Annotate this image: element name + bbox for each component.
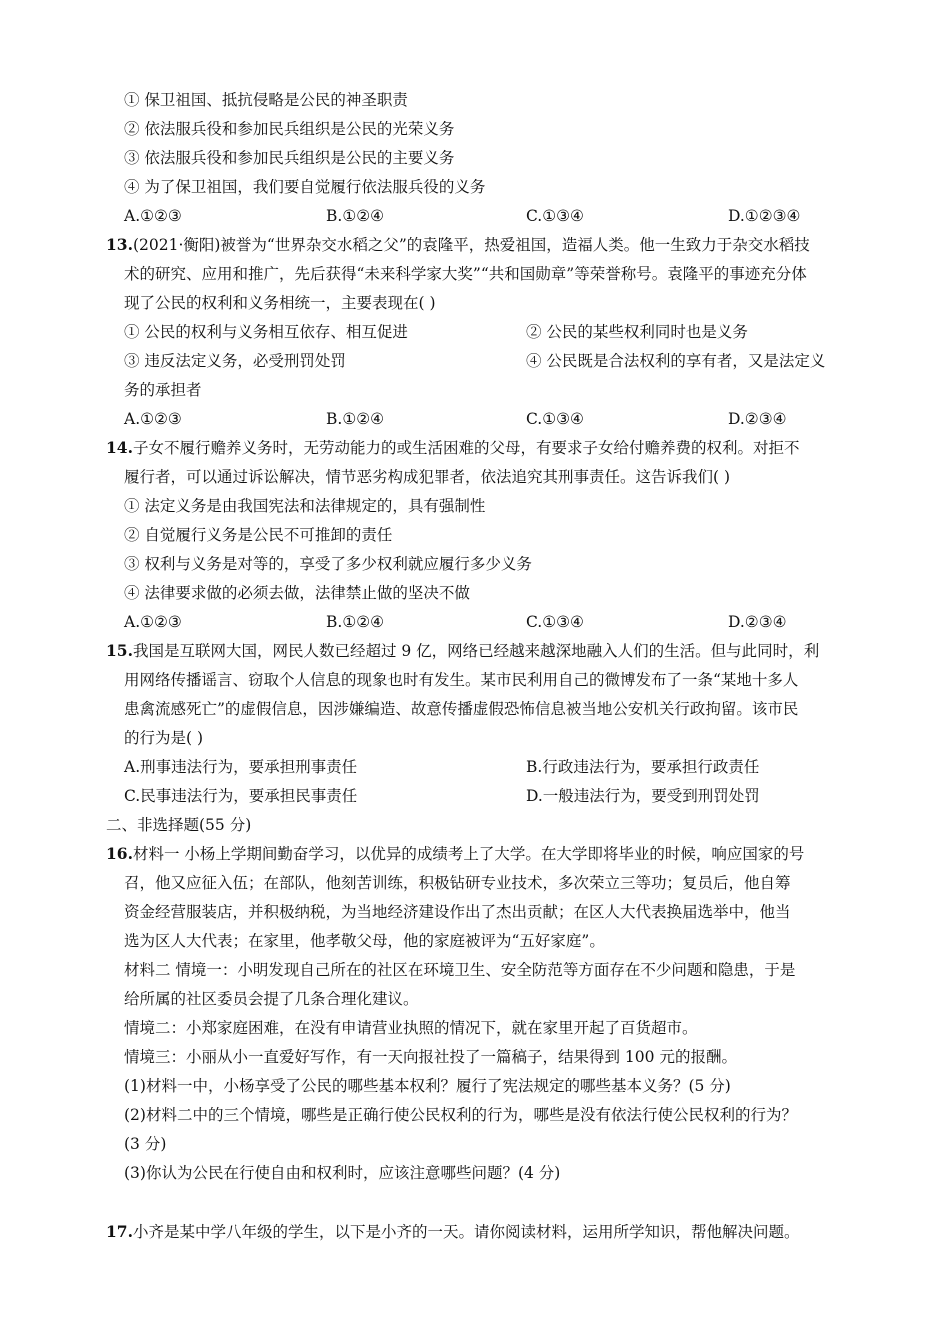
q16-sub-question-3: (3)你认为公民在行使自由和权利时，应该注意哪些问题？(4 分) [124, 1164, 561, 1182]
q16-line-6: 给所属的社区委员会提了几条合理化建议。 [124, 990, 419, 1008]
q12-item-1: ① 保卫祖国、抵抗侵略是公民的神圣职责 [124, 91, 408, 109]
q15-stem-line-2: 用网络传播谣言、窃取个人信息的现象也时有发生。某市民利用自己的微博发布了一条“某地十多人 [124, 671, 799, 689]
q16-number: 16. [106, 844, 133, 863]
q13-item-3: ③ 违反法定义务，必受刑罚处罚 [124, 352, 346, 370]
q12-option-d: D.①②③④ [728, 207, 801, 225]
q14-stem-line-2: 履行者，可以通过诉讼解决，情节恶劣构成犯罪者，依法追究其刑事责任。这告诉我们( ) [124, 468, 731, 486]
q16-sub-question-2-cont: (3 分) [124, 1135, 167, 1153]
q14-stem-line-1: 14.子女不履行赡养义务时，无劳动能力的或生活困难的父母，有要求子女给付赡养费的权利。对拒不 [106, 438, 800, 457]
q14-item-4: ④ 法律要求做的必须去做，法律禁止做的坚决不做 [124, 584, 470, 602]
q15-option-d: D.一般违法行为，要受到刑罚处罚 [526, 787, 760, 805]
q15-number: 15. [106, 641, 133, 660]
q15-stem-line-1: 15.我国是互联网大国，网民人数已经超过 9 亿，网络已经越来越深地融入人们的生活。但与此同时，利 [106, 641, 820, 660]
q12-option-c: C.①③④ [526, 207, 584, 225]
q15-option-c: C.民事违法行为，要承担民事责任 [124, 787, 358, 805]
q14-item-1: ① 法定义务是由我国宪法和法律规定的，具有强制性 [124, 497, 486, 515]
q16-sub-question-2: (2)材料二中的三个情境，哪些是正确行使公民权利的行为，哪些是没有依法行使公民权利的行为？ [124, 1106, 797, 1124]
q14-option-b: B.①②④ [326, 613, 385, 631]
q13-item-4: ④ 公民既是合法权利的享有者，又是法定义 [526, 352, 826, 370]
q16-line-7: 情境二：小郑家庭困难，在没有申请营业执照的情况下，就在家里开起了百货超市。 [124, 1019, 698, 1037]
q14-item-3: ③ 权利与义务是对等的，享受了多少权利就应履行多少义务 [124, 555, 532, 573]
q14-option-a: A.①②③ [124, 613, 182, 631]
q16-line-8: 情境三：小丽从小一直爱好写作，有一天向报社投了一篇稿子，结果得到 100 元的报酬。 [124, 1048, 737, 1066]
q16-line-2: 召，他又应征入伍；在部队，他刻苦训练，积极钻研专业技术，多次荣立三等功；复员后，他自筹 [124, 874, 791, 892]
q13-number: 13. [106, 235, 133, 254]
q16-line-5: 材料二 情境一：小明发现自己所在的社区在环境卫生、安全防范等方面存在不少问题和隐患，于是 [124, 961, 796, 979]
q13-item-4-cont: 务的承担者 [124, 381, 202, 399]
q12-item-4: ④ 为了保卫祖国，我们要自觉履行依法服兵役的义务 [124, 178, 486, 196]
q13-option-b: B.①②④ [326, 410, 385, 428]
q13-item-2: ② 公民的某些权利同时也是义务 [526, 323, 748, 341]
q14-number: 14. [106, 438, 133, 457]
q14-item-2: ② 自觉履行义务是公民不可推卸的责任 [124, 526, 393, 544]
q14-option-d: D.②③④ [728, 613, 787, 631]
q15-option-b: B.行政违法行为，要承担行政责任 [526, 758, 760, 776]
q12-item-2: ② 依法服兵役和参加民兵组织是公民的光荣义务 [124, 120, 455, 138]
q13-stem-line-2: 术的研究、应用和推广，先后获得“未来科学家大奖”“共和国勋章”等荣誉称号。袁隆平的事迹充分体 [124, 265, 807, 283]
q13-stem-line-1: 13.(2021·衡阳)被誉为“世界杂交水稻之父”的袁隆平，热爱祖国，造福人类。他一生致力于杂交水稻技 [106, 235, 810, 254]
q13-option-a: A.①②③ [124, 410, 182, 428]
q12-option-b: B.①②④ [326, 207, 385, 225]
q13-option-c: C.①③④ [526, 410, 584, 428]
q15-stem-line-4: 的行为是( ) [124, 729, 204, 747]
q12-option-a: A.①②③ [124, 207, 182, 225]
q16-line-3: 资金经营服装店，并积极纳税，为当地经济建设作出了杰出贡献；在区人大代表换届选举中，他当 [124, 903, 791, 921]
q16-sub-question-1: (1)材料一中，小杨享受了公民的哪些基本权利？履行了宪法规定的哪些基本义务？(5 分) [124, 1077, 731, 1095]
q13-option-d: D.②③④ [728, 410, 787, 428]
q12-item-3: ③ 依法服兵役和参加民兵组织是公民的主要义务 [124, 149, 455, 167]
q15-option-a: A.刑事违法行为，要承担刑事责任 [124, 758, 358, 776]
q14-option-c: C.①③④ [526, 613, 584, 631]
q17-number: 17. [106, 1222, 133, 1241]
q15-stem-line-3: 患禽流感死亡”的虚假信息，因涉嫌编造、故意传播虚假恐怖信息被当地公安机关行政拘留。该市民 [124, 700, 799, 718]
q13-stem-line-3: 现了公民的权利和义务相统一，主要表现在( ) [124, 294, 436, 312]
section-heading: 二、非选择题(55 分) [106, 816, 252, 834]
q13-item-1: ① 公民的权利与义务相互依存、相互促进 [124, 323, 408, 341]
q17-stem-line-1: 17.小齐是某中学八年级的学生，以下是小齐的一天。请你阅读材料，运用所学知识，帮他解决问题。 [106, 1222, 800, 1241]
q16-line-1: 16.材料一 小杨上学期间勤奋学习，以优异的成绩考上了大学。在大学即将毕业的时候，响应国家的号 [106, 844, 805, 863]
q16-line-4: 选为区人大代表；在家里，他孝敬父母，他的家庭被评为“五好家庭”。 [124, 932, 605, 950]
